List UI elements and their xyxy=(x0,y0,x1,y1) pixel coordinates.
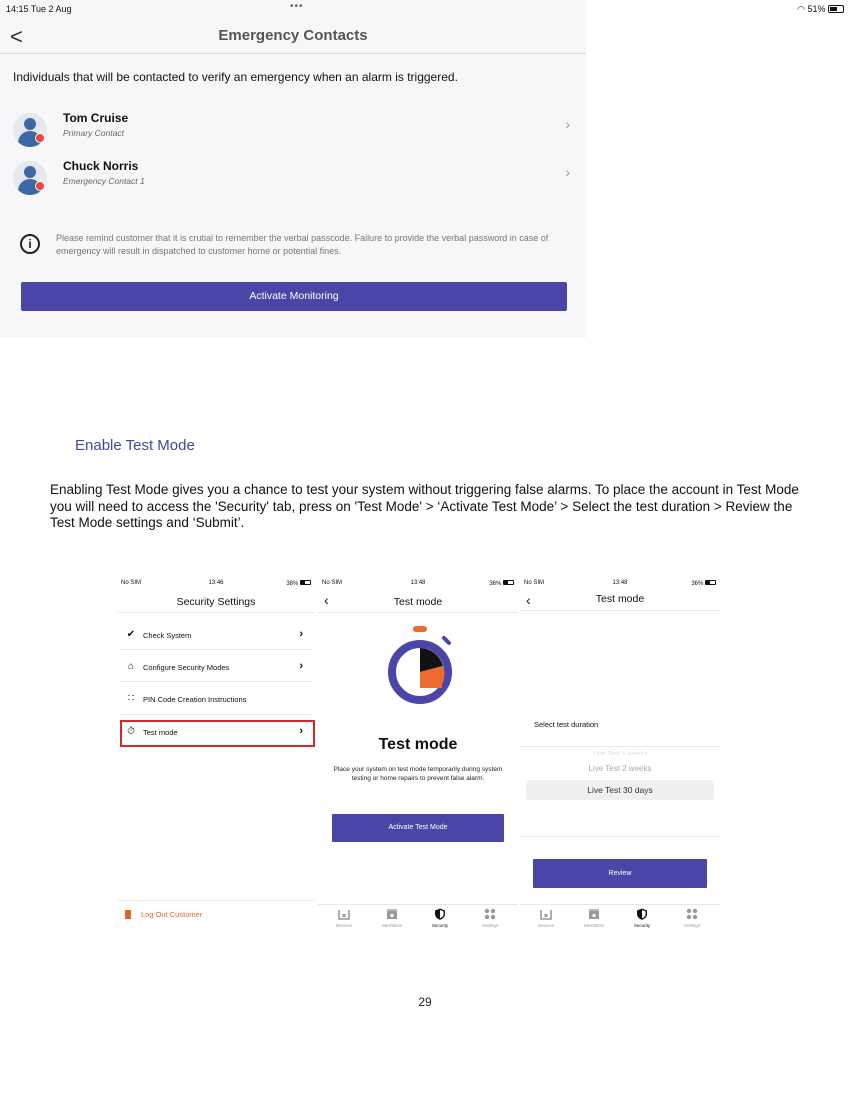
picker-option[interactable]: Live Test 2 weeks xyxy=(588,764,652,773)
shield-icon xyxy=(434,908,446,920)
contact-name: Chuck Norris xyxy=(63,159,139,173)
tab-meshbots[interactable] xyxy=(370,908,414,928)
menu-item-label: Check System xyxy=(143,631,192,640)
menu-item-label: Test mode xyxy=(143,728,178,737)
contact-name: Tom Cruise xyxy=(63,111,129,125)
activate-test-mode-button[interactable]: Activate Test Mode xyxy=(332,814,504,842)
status-right xyxy=(691,580,716,587)
section-heading: Enable Test Mode xyxy=(75,437,195,454)
activate-monitoring-button[interactable]: Activate Monitoring xyxy=(21,282,567,311)
tab-settings[interactable] xyxy=(468,908,512,928)
chevron-right-icon: › xyxy=(565,164,570,180)
contact-row[interactable] xyxy=(13,111,573,151)
battery-percent: 51% xyxy=(807,4,826,14)
status-time: 13:46 xyxy=(208,580,224,586)
menu-item-label: PIN Code Creation Instructions xyxy=(143,695,247,704)
test-mode-intro-screenshot xyxy=(318,578,518,932)
picker-option-selected[interactable]: Live Test 30 days xyxy=(526,780,714,800)
meshbots-icon xyxy=(588,908,600,920)
menu-item-configure-security-modes[interactable] xyxy=(121,655,311,681)
screen-title: Emergency Contacts xyxy=(218,27,368,44)
logout-button[interactable] xyxy=(125,910,202,919)
header-divider xyxy=(520,610,720,611)
house-icon: ⌂ xyxy=(127,661,135,672)
settings-icon xyxy=(484,908,496,920)
shield-icon xyxy=(636,908,648,920)
multitask-dots: ••• xyxy=(290,1,304,12)
divider xyxy=(520,836,720,837)
avatar xyxy=(13,113,47,147)
back-button[interactable]: ‹ xyxy=(526,592,531,608)
battery-percent: 36% xyxy=(691,581,704,587)
highlight-box xyxy=(120,720,315,747)
divider xyxy=(121,681,311,682)
status-right xyxy=(489,580,514,587)
divider xyxy=(121,649,311,650)
status-carrier: No SIM xyxy=(322,580,343,586)
battery-icon xyxy=(503,580,514,585)
status-time: 14:15 Tue 2 Aug xyxy=(6,4,72,14)
tab-meshbots[interactable] xyxy=(572,908,616,928)
divider xyxy=(117,900,315,901)
status-bar xyxy=(318,580,518,590)
tab-bar xyxy=(318,904,518,932)
page-number: 29 xyxy=(418,995,432,1009)
contact-row[interactable] xyxy=(13,159,573,199)
status-carrier: No SIM xyxy=(121,580,142,586)
picker-option[interactable]: Live Test 1 weeks xyxy=(592,751,648,755)
screen-title: Test mode xyxy=(595,593,645,605)
screen-title: Security Settings xyxy=(176,596,256,608)
section-paragraph: Enabling Test Mode gives you a chance to test your system without triggering false alarms. To place the account in Test Mode you will need to access the 'Security' tab, press on 'Test Mode' > ‘Activate Test Mode’ > Select the test duration > Review the Test Mode settings and ‘Submit’. xyxy=(50,482,799,530)
header-divider xyxy=(318,612,518,613)
tab-label: Settings xyxy=(481,923,499,928)
intro-text: Individuals that will be contacted to verify an emergency when an alarm is triggered. xyxy=(13,70,458,84)
tab-security[interactable] xyxy=(418,908,462,928)
chevron-right-icon: › xyxy=(299,660,303,672)
keypad-icon: ∷ xyxy=(127,693,135,704)
avatar xyxy=(13,161,47,195)
menu-item-pin-code[interactable] xyxy=(121,687,311,713)
tab-settings[interactable] xyxy=(670,908,714,928)
header-divider xyxy=(117,612,315,613)
status-right xyxy=(286,580,311,587)
info-icon: i xyxy=(20,234,40,254)
back-button[interactable]: ‹ xyxy=(324,592,329,608)
tab-label: Security xyxy=(633,923,651,928)
tab-label: Devices xyxy=(537,923,554,928)
tab-bar xyxy=(520,904,720,932)
battery-icon xyxy=(705,580,716,585)
devices-icon xyxy=(338,908,350,920)
nav-divider xyxy=(0,53,586,54)
status-carrier: No SIM xyxy=(524,580,545,586)
tab-label: Security xyxy=(431,923,449,928)
tab-devices[interactable] xyxy=(322,908,366,928)
picker-label: Select test duration xyxy=(534,720,599,729)
security-settings-screenshot xyxy=(117,578,315,932)
logout-icon xyxy=(125,910,131,919)
contact-role: Primary Contact xyxy=(63,128,124,138)
chevron-right-icon: › xyxy=(299,628,303,640)
battery-percent: 36% xyxy=(489,581,502,587)
tab-label: MeshBots xyxy=(381,923,402,928)
stopwatch-icon xyxy=(380,622,460,708)
wifi-icon: ◠ xyxy=(797,4,805,14)
status-bar xyxy=(6,1,844,18)
emergency-contacts-screenshot xyxy=(0,0,826,338)
menu-item-label: Configure Security Modes xyxy=(143,663,230,672)
status-time: 13:48 xyxy=(612,580,628,586)
battery-icon xyxy=(828,5,844,13)
devices-icon xyxy=(540,908,552,920)
tab-label: MeshBots xyxy=(583,923,604,928)
tab-devices[interactable] xyxy=(524,908,568,928)
divider xyxy=(520,746,720,747)
notice-text: Please remind customer that it is crutial to remember the verbal passcode. Failure to provide the verbal password in case of emergency will result in dispatched to customer home or potential fines. xyxy=(56,233,549,256)
review-button[interactable]: Review xyxy=(533,859,707,888)
screen-title: Test mode xyxy=(393,596,443,608)
battery-icon xyxy=(300,580,311,585)
status-right xyxy=(797,4,844,15)
settings-icon xyxy=(686,908,698,920)
tab-label: Devices xyxy=(335,923,352,928)
status-bar xyxy=(117,580,315,590)
logout-label: Log Out Customer xyxy=(141,910,203,919)
meshbots-icon xyxy=(386,908,398,920)
contact-role: Emergency Contact 1 xyxy=(63,176,145,186)
status-bar xyxy=(520,580,720,590)
test-mode-heading: Test mode xyxy=(378,736,458,753)
tab-security[interactable] xyxy=(620,908,664,928)
chevron-right-icon: › xyxy=(565,116,570,132)
back-button[interactable]: < xyxy=(10,24,23,49)
tab-label: Settings xyxy=(683,923,701,928)
status-time: 13:48 xyxy=(410,580,426,586)
nav-bar xyxy=(0,20,586,54)
select-duration-screenshot xyxy=(520,578,720,932)
check-system-icon: ✔ xyxy=(126,629,136,640)
test-mode-description: Place your system on test mode temporarily during system testing or home repairs to prevent false alarm. xyxy=(333,766,503,782)
battery-percent: 38% xyxy=(286,581,299,587)
divider xyxy=(121,714,311,715)
chevron-right-icon: › xyxy=(299,725,303,737)
stopwatch-icon: ⏱ xyxy=(127,726,135,737)
menu-item-check-system[interactable] xyxy=(121,623,311,649)
